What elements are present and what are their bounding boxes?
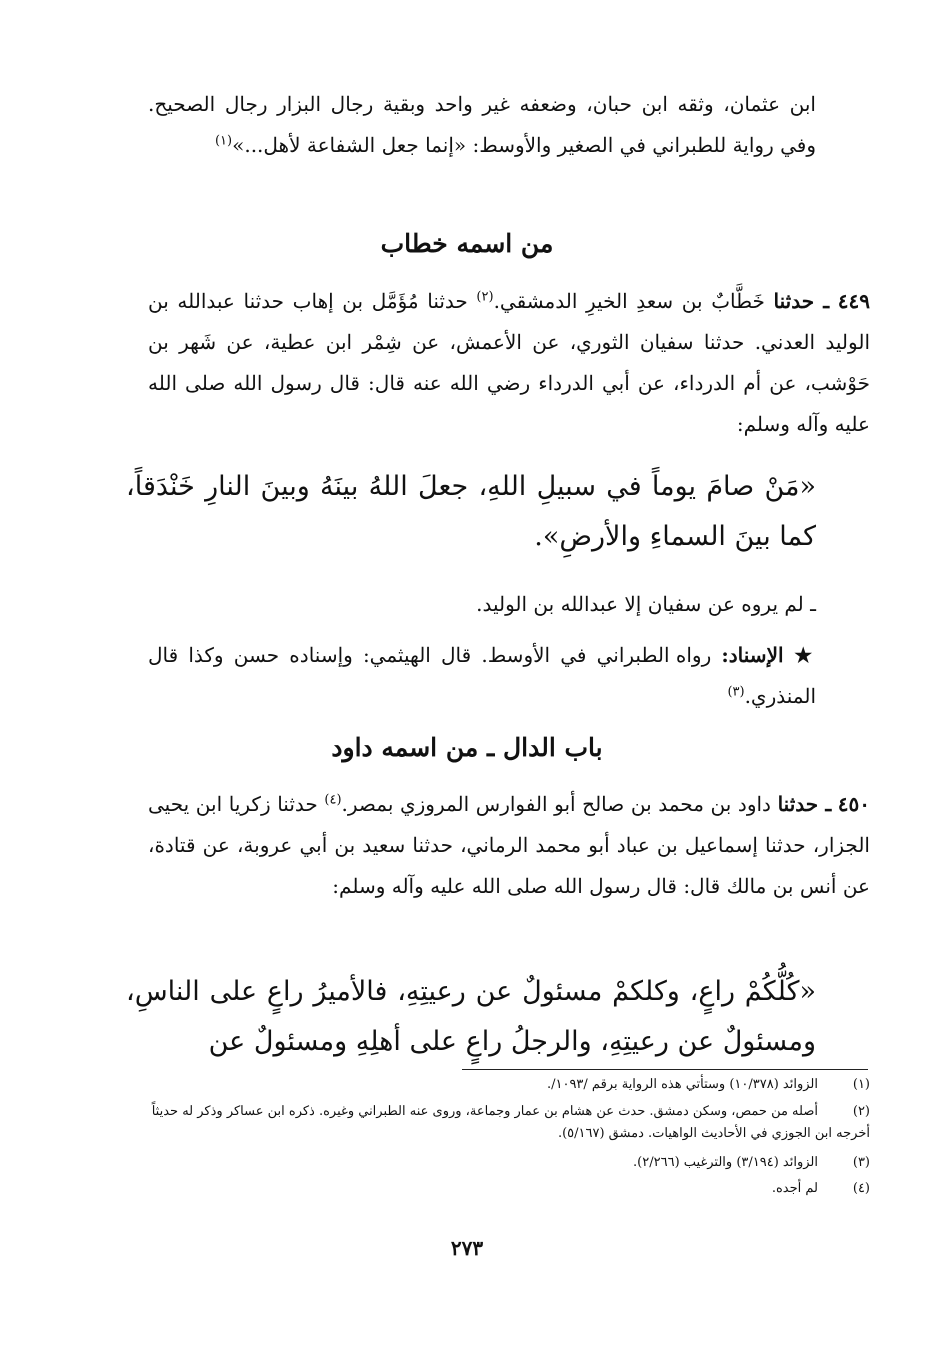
footnote-4-text: لم أجده.: [771, 1181, 818, 1196]
hadith-450: «كُلُّكُمْ راعٍ، وكلكمْ مسئولٌ عن رعيتِهِ، فالأميرُ راعٍ على الناسِ، ومسئولٌ عن رعيتِهِ، والرجلُ راعٍ على أهلِهِ ومسئولٌ عن: [126, 976, 816, 1057]
page-number: ٢٧٣: [450, 1236, 484, 1260]
intro-text: ابن عثمان، وثقه ابن حبان، وضعفه غير واحد وبقية رجال البزار رجال الصحيح. وفي رواية للطبراني في الصغير والأوسط: «إنما جعل الشفاعة لأهل...»: [148, 92, 816, 157]
footnote-1: [130, 1074, 870, 1096]
footnote-2-number: (٢): [852, 1104, 870, 1119]
entry-450-paragraph: [148, 784, 870, 907]
section-heading-dawud: باب الدال ـ من اسمه داود: [331, 733, 603, 762]
entry-449-note: ـ لم يروه عن سفيان إلا عبدالله بن الوليد.: [476, 592, 816, 616]
section-heading-khattab: من اسمه خطاب: [380, 229, 554, 258]
entry-449-paragraph: [148, 281, 870, 445]
entry-450-lead: ـ حدثنا: [777, 792, 832, 816]
entry-449-narrator: خَطَّابٌ بن سعدِ الخيرِ الدمشقي.: [493, 289, 765, 313]
footnote-4-number: (٤): [852, 1181, 870, 1196]
footnote-3: [130, 1152, 870, 1174]
footnote-3-text: الزوائد (٣/١٩٤) والترغيب (٢/٢٦٦).: [633, 1155, 818, 1170]
entry-450-number: ٤٥٠: [837, 792, 871, 816]
footnote-ref-2: (٢): [476, 289, 494, 305]
footnote-2: [130, 1101, 870, 1145]
entry-449-number: ٤٤٩: [837, 289, 871, 313]
entry-449-lead: ـ حدثنا: [773, 289, 830, 313]
isnad-text: رواه الطبراني في الأوسط. قال الهيثمي: وإسناده حسن وكذا قال المنذري.: [148, 643, 816, 708]
footnote-4: [130, 1178, 870, 1200]
footnote-1-text: الزوائد (١٠/٣٧٨) وستأتي هذه الرواية برقم /١٠٩٣/.: [546, 1077, 818, 1092]
footnote-1-number: (١): [852, 1077, 870, 1092]
footnote-ref-1: (١): [214, 133, 233, 149]
isnad-label: ★ الإسناد:: [721, 643, 817, 667]
hadith-449: «مَنْ صامَ يوماً في سبيلِ اللهِ، جعلَ اللهُ بينَهُ وبينَ النارِ خَنْدَقاً، كما بينَ السماءِ والأرضِ».: [126, 471, 816, 552]
footnote-ref-3: (٣): [727, 684, 745, 700]
footnote-3-number: (٣): [852, 1155, 870, 1170]
entry-449-isnad: [148, 635, 816, 717]
footnote-2-text: أصله من حمص، وسكن دمشق. حدث عن هشام بن عمار وجماعة، وروى عنه الطبراني وغيره. ذكره ابن عساكر وذكر له حديثاً أخرجه ابن الجوزي في الأحاديث الواهيات. دمشق (٥/١٦٧).: [151, 1104, 870, 1141]
footnote-ref-4: (٤): [324, 792, 342, 808]
entry-449-chain: حدثنا مُؤَمَّل بن إهاب حدثنا عبدالله بن الوليد العدني. حدثنا سفيان الثوري، عن الأعمش، عن شِمْر ابن عطية، عن شَهر بن حَوْشب، عن أم الدرداء، عن أبي الدرداء رضي الله عنه قال: قال رسول الله صلى الله عليه وآله وسلم:: [148, 289, 870, 436]
entry-450-narrator: داود بن محمد بن صالح أبو الفوارس المروزي بمصر.: [341, 792, 771, 816]
footnote-separator: [462, 1069, 868, 1070]
intro-paragraph: [148, 84, 816, 166]
entry-450-chain: حدثنا زكريا ابن يحيى الجزار، حدثنا إسماعيل بن عباد أبو محمد الرماني، حدثنا سعيد بن أبي عروبة، عن قتادة، عن أنس بن مالك قال: قال رسول الله صلى الله عليه وآله وسلم:: [148, 792, 870, 898]
